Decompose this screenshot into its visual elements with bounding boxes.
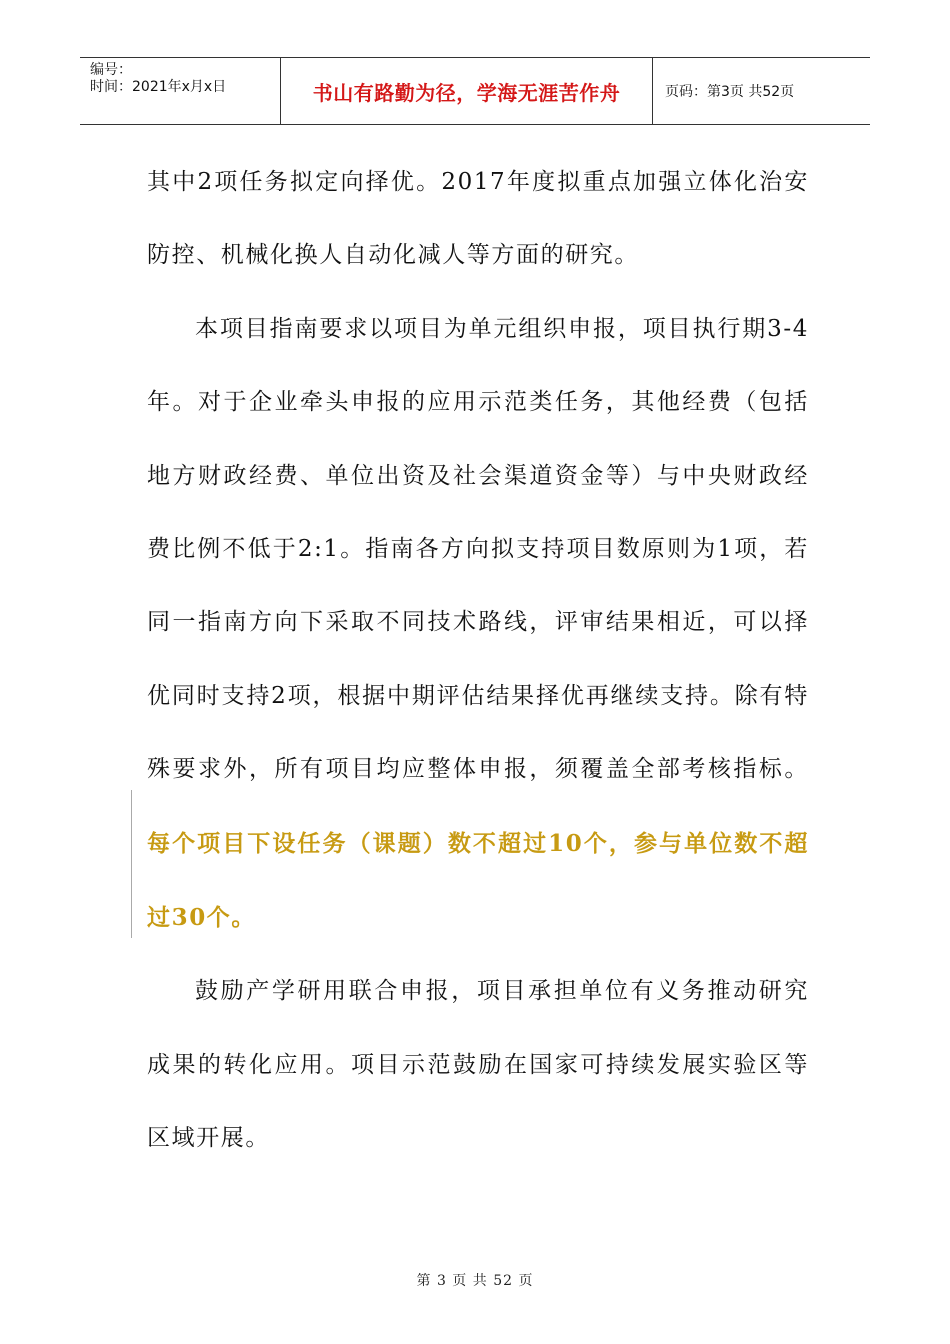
document-body (147, 146, 809, 1176)
highlighted-text: 每个项目下设任务（课题）数不超过10个，参与单位数不超过30个。 (147, 829, 809, 932)
paragraph-continued: 其中2项任务拟定向择优。2017年度拟重点加强立体化治安防控、机械化换人自动化减人等方面的研究。 (147, 169, 809, 269)
header-motto: 书山有路勤为径，学海无涯苦作舟 (281, 58, 653, 124)
header-meta (80, 58, 281, 124)
paragraph-project-guidelines (147, 293, 809, 956)
document-date: 时间：2021年x月x日 (90, 79, 227, 95)
document-number-label: 编号： (90, 62, 132, 78)
page-footer: 第 3 页 共 52 页 (416, 1273, 534, 1289)
header-page-info: 页码：第3页 共52页 (665, 84, 795, 100)
page-header (80, 57, 870, 125)
paragraph-text: 本项目指南要求以项目为单元组织申报，项目执行期3-4年。对于企业牵头申报的应用示范类任务，其他经费（包括地方财政经费、单位出资及社会渠道资金等）与中央财政经费比例不低于2:1。指南各方向拟支持项目数原则为1项，若同一指南方向下采取不同技术路线，评审结果相近，可以择优同时支持2项，根据中期评估结果择优再继续支持。除有特殊要求外，所有项目均应整体申报，须覆盖全部考核指标。 (147, 315, 809, 783)
margin-change-bar (131, 790, 132, 938)
paragraph-encouragement: 鼓励产学研用联合申报，项目承担单位有义务推动研究成果的转化应用。项目示范鼓励在国家可持续发展实验区等区域开展。 (147, 978, 809, 1152)
